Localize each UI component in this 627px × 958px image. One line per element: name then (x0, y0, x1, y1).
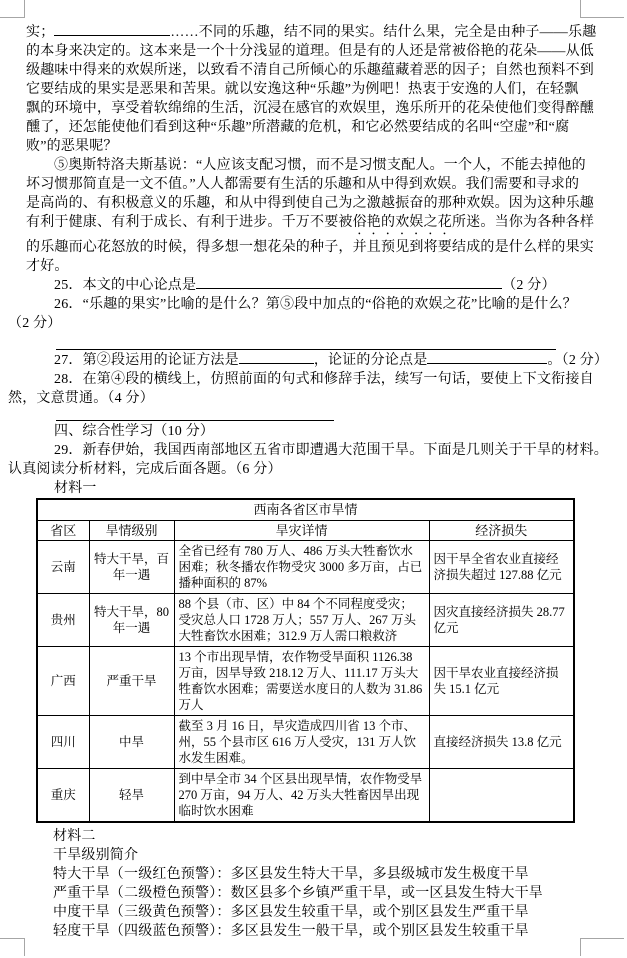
col-header-province: 省区 (37, 521, 89, 541)
cell-loss: 因灾直接经济损失 28.77 亿元 (429, 594, 574, 647)
cell-province: 重庆 (37, 769, 89, 823)
section-four-heading: 四、综合性学习（10 分） (54, 424, 215, 439)
cell-province: 贵州 (37, 594, 89, 647)
page-content (0, 23, 627, 941)
cell-province: 四川 (37, 716, 89, 769)
passage-line: 才好。 (26, 259, 69, 274)
questions-section (8, 276, 624, 498)
passage-line-para5: ⑤奥斯特洛夫斯基说：“人应该支配习惯，而不是习惯支配人。一个人，不能去掉他的 (54, 158, 586, 173)
cell-detail: 13 个市出现旱情，农作物受旱面积 1126.38 万亩，因旱导致 218.12 万人、111.17 万头大牲畜饮水困难；需要送水度日的人数为 31.86 万人 (174, 647, 429, 716)
table-row-yunnan (37, 541, 574, 594)
question-25 (8, 276, 624, 295)
question-29: 29．新春伊始，我国西南部地区五省市即遭遇大范围干旱。下面是几则关于干旱的材料。 (54, 443, 608, 458)
cell-loss: 因干旱农业直接经济损失 15.1 亿元 (429, 647, 574, 716)
emphasized-phrase: 俗艳的欢娱之花 (352, 215, 453, 230)
passage-line: 飘的环境中，享受着软绵绵的生活，沉浸在感官的欢娱里，逸乐所开的花朵使他们变得醉醺 (26, 101, 594, 116)
cell-level: 中旱 (89, 716, 174, 769)
drought-levels-subtitle: 干旱级别简介 (53, 848, 139, 863)
cell-detail: 到中旱全市 34 个区县出现旱情，农作物受旱 270 万亩，94 万人、42 万头大牲畜因旱出现临时饮水困难 (174, 769, 429, 823)
cell-detail: 88 个县（市、区）中 84 个不同程度受灾；受灾总人口 1728 万人；557 万人、267 万头大牲畜饮水困难；312.9 万人需口粮救济 (174, 594, 429, 647)
passage-line (26, 23, 606, 42)
question-29-continued: 认真阅读分析材料，完成后面各题。（6 分） (8, 462, 282, 477)
answer-underline (56, 341, 556, 350)
question-26: 26．“乐趣的果实”比喻的是什么？第⑤段中加点的“俗艳的欢娱之花”比喻的是什么？ (54, 297, 577, 312)
cell-level: 特大干旱，百年一遇 (89, 541, 174, 594)
cell-detail: 截至 3 月 16 日，旱灾造成四川省 13 个市、州，55 个县市区 616 万人受灾，131 万人饮水发生困难。 (174, 716, 429, 769)
cell-province: 广西 (37, 647, 89, 716)
crop-mark-top-right (580, 0, 624, 18)
question-text: 27．第②段运用的论证方法是 (54, 353, 239, 368)
col-header-loss: 经济损失 (429, 521, 574, 541)
crop-mark-top-left (0, 0, 25, 18)
drought-level-orange: 严重干旱（二级橙色预警）：数区县多个乡镇严重干旱，或一区县发生特大干旱 (53, 886, 543, 901)
passage-line: 的本身来决定的。这本来是一个十分浅显的道理。但是有的人还是常被俗艳的花朵——从低 (26, 44, 594, 59)
passage-line (26, 213, 606, 238)
question-28-continued: 然，文意贯通。（4 分） (8, 391, 154, 406)
material-one-label: 材料一 (54, 481, 97, 496)
cell-province: 云南 (37, 541, 89, 594)
col-header-detail: 旱灾详情 (174, 521, 429, 541)
cell-level: 特大干旱，80 年一遇 (89, 594, 174, 647)
table-title-row (37, 499, 574, 521)
reading-passage (26, 23, 606, 276)
cell-loss (429, 769, 574, 823)
drought-data-table (36, 498, 575, 823)
material-two-label: 材料二 (53, 829, 96, 844)
score-label: 。（2 分） (547, 353, 609, 368)
table-row-chongqing (37, 769, 574, 823)
passage-line: 败”的恶果呢？ (26, 139, 118, 154)
passage-line: 级趣味中得来的欢娱所迷，以致看不清自己所倾心的乐趣蕴藏着恶的因子；自然也预料不到 (26, 63, 594, 78)
cell-detail: 全省已经有 780 万人、486 万头大牲畜饮水困难；秋冬播农作物受灾 3000 多万亩，占已播种面积的 87% (174, 541, 429, 594)
question-28: 28．在第④段的横线上，仿照前面的句式和修辞手法，续写一句话，要使上下文衔接自 (54, 372, 594, 387)
col-header-level: 旱情级别 (89, 521, 174, 541)
cell-loss: 直接经济损失 13.8 亿元 (429, 716, 574, 769)
question-27 (8, 351, 624, 370)
material-two-section (8, 827, 627, 941)
cell-level: 严重干旱 (89, 647, 174, 716)
answer-blank (239, 352, 314, 364)
answer-underline (56, 414, 334, 421)
cell-loss: 因干旱全省农业直接经济损失超过 127.88 亿元 (429, 541, 574, 594)
table-header-row (37, 521, 574, 541)
question-text: ，论证的分论点是 (313, 353, 428, 368)
passage-line: 是高尚的、有积极意义的乐趣，和从中得到使自己为之激越振奋的那种欢娱。因为这种乐趣 (26, 196, 594, 211)
passage-text: ……不同的乐趣，结不同的果实。结什么果，完全是由种子——乐趣 (170, 25, 597, 40)
question-text: 25．本文的中心论点是 (54, 278, 197, 293)
answer-blank (427, 352, 547, 364)
passage-text: 实； (26, 25, 55, 40)
score-label: （2 分） (502, 278, 556, 293)
drought-level-yellow: 中度干旱（三级黄色预警）：多区县发生较重干旱，或个别区县发生严重干旱 (53, 905, 529, 920)
table-row-guangxi (37, 647, 574, 716)
table-row-guizhou (37, 594, 574, 647)
fill-in-blank (54, 24, 170, 36)
passage-line: 坏习惯那简直是一文不值。”人人都需要有生活的乐趣和从中得到欢娱。我们需要和寻求的 (26, 177, 580, 192)
passage-line: 它要结成的果实是恶果和苦果。就以安逸这种“乐趣”为例吧！热衷于安逸的人们，在轻飘 (26, 82, 579, 97)
cell-level: 轻旱 (89, 769, 174, 823)
table-title: 西南各省区市旱情 (37, 499, 574, 521)
passage-line: 的乐趣而心花怒放的时候，得多想一想花朵的种子，并且预见到将要结成的是什么样的果实 (26, 240, 594, 255)
table-row-sichuan (37, 716, 574, 769)
passage-text: 有利于健康、有利于成长、有利于进步。千万不要被 (26, 215, 353, 230)
question-26-score: （2 分） (8, 316, 62, 331)
passage-line: 醺了，还怎能使他们看到这种“乐趣”所潜藏的危机，和它必然要结成的名叫“空虚”和“腐 (26, 120, 570, 135)
drought-level-red: 特大干旱（一级红色预警）：多区县发生特大干旱，多县级城市发生极度干旱 (53, 867, 529, 882)
drought-level-blue: 轻度干旱（四级蓝色预警）：多区县发生一般干旱，或个别区县发生较重干旱 (53, 924, 529, 939)
passage-text: 所迷。当你为各种各样 (452, 215, 595, 230)
answer-blank (196, 277, 502, 289)
